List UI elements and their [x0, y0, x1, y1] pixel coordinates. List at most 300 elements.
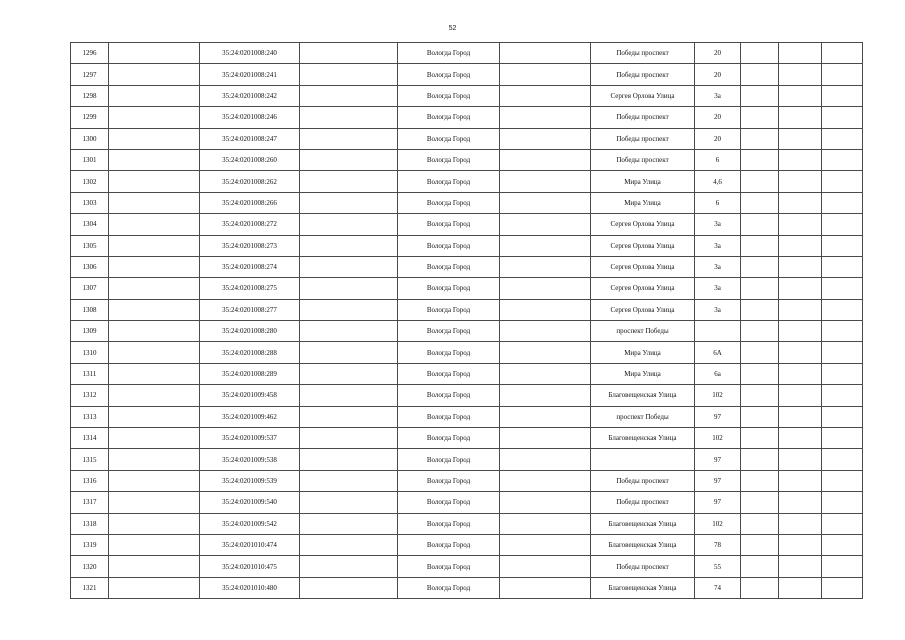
blank-cell [500, 406, 591, 427]
city-cell: Вологда Город [398, 43, 500, 64]
table-row [71, 128, 863, 149]
page-number: 52 [448, 25, 457, 32]
house-number-cell: 97 [695, 449, 741, 470]
blank-cell [741, 85, 779, 106]
street-cell: Сергея Орлова Улица [591, 299, 695, 320]
house-number-cell: 20 [695, 64, 741, 85]
city-cell: Вологда Город [398, 235, 500, 256]
blank-cell [779, 556, 822, 577]
blank-cell [822, 235, 863, 256]
cadastral-number-cell: 35:24:0201010:480 [200, 577, 300, 598]
house-number-cell: 6 [695, 149, 741, 170]
house-number-cell: 20 [695, 107, 741, 128]
street-cell: проспект Победы [591, 321, 695, 342]
blank-cell [300, 363, 398, 384]
blank-cell [779, 235, 822, 256]
street-cell: Сергея Орлова Улица [591, 235, 695, 256]
row-number-cell: 1301 [71, 149, 109, 170]
street-cell: проспект Победы [591, 406, 695, 427]
blank-cell [300, 85, 398, 106]
blank-cell [741, 128, 779, 149]
row-number-cell: 1297 [71, 64, 109, 85]
house-number-cell: 3а [695, 235, 741, 256]
row-number-cell: 1316 [71, 470, 109, 491]
street-cell: Благовещенская Улица [591, 385, 695, 406]
row-number-cell: 1304 [71, 214, 109, 235]
blank-cell [741, 428, 779, 449]
cadastral-number-cell: 35:24:0201008:274 [200, 256, 300, 277]
table-row [71, 85, 863, 106]
table-row [71, 321, 863, 342]
table-row [71, 556, 863, 577]
blank-cell [109, 256, 200, 277]
blank-cell [109, 85, 200, 106]
table-row [71, 406, 863, 427]
blank-cell [822, 214, 863, 235]
row-number-cell: 1303 [71, 192, 109, 213]
table-row [71, 256, 863, 277]
street-cell: Мира Улица [591, 192, 695, 213]
blank-cell [500, 128, 591, 149]
blank-cell [109, 385, 200, 406]
blank-cell [300, 107, 398, 128]
table-row [71, 492, 863, 513]
city-cell: Вологда Город [398, 192, 500, 213]
cadastral-number-cell: 35:24:0201008:262 [200, 171, 300, 192]
blank-cell [300, 556, 398, 577]
blank-cell [109, 321, 200, 342]
blank-cell [500, 107, 591, 128]
house-number-cell: 102 [695, 513, 741, 534]
house-number-cell: 97 [695, 492, 741, 513]
cadastral-number-cell: 35:24:0201008:266 [200, 192, 300, 213]
city-cell: Вологда Город [398, 256, 500, 277]
cadastral-number-cell: 35:24:0201008:242 [200, 85, 300, 106]
blank-cell [822, 342, 863, 363]
row-number-cell: 1296 [71, 43, 109, 64]
table-row [71, 192, 863, 213]
cadastral-number-cell: 35:24:0201009:462 [200, 406, 300, 427]
blank-cell [779, 278, 822, 299]
blank-cell [500, 43, 591, 64]
blank-cell [822, 577, 863, 598]
city-cell: Вологда Город [398, 534, 500, 555]
city-cell: Вологда Город [398, 406, 500, 427]
street-cell: Сергея Орлова Улица [591, 85, 695, 106]
blank-cell [822, 449, 863, 470]
street-cell: Благовещенская Улица [591, 534, 695, 555]
cadastral-number-cell: 35:24:0201008:260 [200, 149, 300, 170]
table-row [71, 107, 863, 128]
blank-cell [500, 342, 591, 363]
blank-cell [779, 342, 822, 363]
table-body [71, 43, 863, 599]
house-number-cell [695, 321, 741, 342]
row-number-cell: 1318 [71, 513, 109, 534]
blank-cell [822, 256, 863, 277]
blank-cell [779, 406, 822, 427]
blank-cell [741, 192, 779, 213]
cadastral-number-cell: 35:24:0201009:537 [200, 428, 300, 449]
street-cell: Благовещенская Улица [591, 513, 695, 534]
blank-cell [300, 64, 398, 85]
blank-cell [779, 64, 822, 85]
street-cell: Мира Улица [591, 171, 695, 192]
blank-cell [779, 363, 822, 384]
cadastral-number-cell: 35:24:0201010:474 [200, 534, 300, 555]
cadastral-number-cell: 35:24:0201008:247 [200, 128, 300, 149]
city-cell: Вологда Город [398, 107, 500, 128]
blank-cell [779, 171, 822, 192]
blank-cell [300, 406, 398, 427]
row-number-cell: 1314 [71, 428, 109, 449]
blank-cell [822, 128, 863, 149]
blank-cell [741, 171, 779, 192]
blank-cell [109, 149, 200, 170]
blank-cell [741, 43, 779, 64]
blank-cell [300, 192, 398, 213]
table-row [71, 513, 863, 534]
city-cell: Вологда Город [398, 214, 500, 235]
row-number-cell: 1302 [71, 171, 109, 192]
city-cell: Вологда Город [398, 513, 500, 534]
house-number-cell: 3а [695, 256, 741, 277]
house-number-cell: 3а [695, 278, 741, 299]
blank-cell [741, 470, 779, 491]
blank-cell [300, 534, 398, 555]
blank-cell [779, 43, 822, 64]
blank-cell [300, 149, 398, 170]
blank-cell [500, 64, 591, 85]
city-cell: Вологда Город [398, 470, 500, 491]
cadastral-number-cell: 35:24:0201008:288 [200, 342, 300, 363]
blank-cell [500, 556, 591, 577]
table-row [71, 534, 863, 555]
city-cell: Вологда Город [398, 385, 500, 406]
table-row [71, 470, 863, 491]
city-cell: Вологда Город [398, 278, 500, 299]
row-number-cell: 1319 [71, 534, 109, 555]
table-row [71, 64, 863, 85]
blank-cell [500, 299, 591, 320]
blank-cell [500, 256, 591, 277]
blank-cell [741, 235, 779, 256]
blank-cell [500, 214, 591, 235]
blank-cell [109, 171, 200, 192]
table-row [71, 214, 863, 235]
table-row [71, 342, 863, 363]
city-cell: Вологда Город [398, 449, 500, 470]
blank-cell [300, 513, 398, 534]
blank-cell [500, 192, 591, 213]
blank-cell [500, 321, 591, 342]
table-row [71, 171, 863, 192]
blank-cell [300, 43, 398, 64]
street-cell: Благовещенская Улица [591, 577, 695, 598]
blank-cell [741, 492, 779, 513]
blank-cell [779, 128, 822, 149]
blank-cell [779, 577, 822, 598]
city-cell: Вологда Город [398, 321, 500, 342]
blank-cell [109, 192, 200, 213]
city-cell: Вологда Город [398, 299, 500, 320]
blank-cell [500, 278, 591, 299]
blank-cell [822, 192, 863, 213]
street-cell: Победы проспект [591, 149, 695, 170]
blank-cell [500, 235, 591, 256]
blank-cell [109, 470, 200, 491]
blank-cell [822, 85, 863, 106]
street-cell: Сергея Орлова Улица [591, 256, 695, 277]
row-number-cell: 1300 [71, 128, 109, 149]
blank-cell [822, 149, 863, 170]
street-cell: Победы проспект [591, 128, 695, 149]
city-cell: Вологда Город [398, 556, 500, 577]
blank-cell [779, 299, 822, 320]
street-cell [591, 449, 695, 470]
row-number-cell: 1310 [71, 342, 109, 363]
cadastral-number-cell: 35:24:0201008:246 [200, 107, 300, 128]
blank-cell [500, 363, 591, 384]
table-row [71, 43, 863, 64]
blank-cell [300, 321, 398, 342]
blank-cell [741, 342, 779, 363]
blank-cell [741, 299, 779, 320]
blank-cell [822, 556, 863, 577]
blank-cell [109, 342, 200, 363]
blank-cell [741, 406, 779, 427]
house-number-cell: 3а [695, 85, 741, 106]
blank-cell [500, 513, 591, 534]
house-number-cell: 97 [695, 406, 741, 427]
blank-cell [109, 64, 200, 85]
blank-cell [741, 577, 779, 598]
table-row [71, 428, 863, 449]
cadastral-number-cell: 35:24:0201008:275 [200, 278, 300, 299]
house-number-cell: 55 [695, 556, 741, 577]
blank-cell [779, 513, 822, 534]
blank-cell [300, 492, 398, 513]
street-cell: Мира Улица [591, 342, 695, 363]
blank-cell [822, 513, 863, 534]
blank-cell [500, 85, 591, 106]
table-row [71, 577, 863, 598]
blank-cell [109, 363, 200, 384]
blank-cell [779, 470, 822, 491]
blank-cell [500, 171, 591, 192]
city-cell: Вологда Город [398, 128, 500, 149]
house-number-cell: 3а [695, 299, 741, 320]
blank-cell [109, 107, 200, 128]
row-number-cell: 1309 [71, 321, 109, 342]
blank-cell [300, 449, 398, 470]
blank-cell [822, 64, 863, 85]
cadastral-number-cell: 35:24:0201008:273 [200, 235, 300, 256]
blank-cell [300, 385, 398, 406]
street-cell: Победы проспект [591, 64, 695, 85]
blank-cell [822, 299, 863, 320]
blank-cell [500, 428, 591, 449]
property-registry-table [70, 42, 863, 599]
house-number-cell: 102 [695, 385, 741, 406]
blank-cell [779, 428, 822, 449]
blank-cell [109, 449, 200, 470]
blank-cell [500, 470, 591, 491]
blank-cell [109, 534, 200, 555]
blank-cell [741, 278, 779, 299]
street-cell: Мира Улица [591, 363, 695, 384]
blank-cell [109, 235, 200, 256]
blank-cell [741, 107, 779, 128]
blank-cell [109, 428, 200, 449]
city-cell: Вологда Город [398, 64, 500, 85]
house-number-cell: 97 [695, 470, 741, 491]
row-number-cell: 1299 [71, 107, 109, 128]
blank-cell [741, 214, 779, 235]
blank-cell [500, 534, 591, 555]
blank-cell [300, 171, 398, 192]
blank-cell [822, 406, 863, 427]
city-cell: Вологда Город [398, 171, 500, 192]
city-cell: Вологда Город [398, 149, 500, 170]
blank-cell [779, 256, 822, 277]
table-row [71, 149, 863, 170]
blank-cell [300, 214, 398, 235]
blank-cell [500, 385, 591, 406]
city-cell: Вологда Город [398, 492, 500, 513]
row-number-cell: 1305 [71, 235, 109, 256]
house-number-cell: 4,6 [695, 171, 741, 192]
blank-cell [822, 385, 863, 406]
blank-cell [300, 235, 398, 256]
city-cell: Вологда Город [398, 428, 500, 449]
city-cell: Вологда Город [398, 342, 500, 363]
house-number-cell: 6а [695, 363, 741, 384]
cadastral-number-cell: 35:24:0201008:277 [200, 299, 300, 320]
blank-cell [741, 534, 779, 555]
blank-cell [300, 428, 398, 449]
city-cell: Вологда Город [398, 85, 500, 106]
street-cell: Победы проспект [591, 470, 695, 491]
blank-cell [779, 192, 822, 213]
cadastral-number-cell: 35:24:0201009:540 [200, 492, 300, 513]
row-number-cell: 1312 [71, 385, 109, 406]
blank-cell [741, 64, 779, 85]
blank-cell [779, 321, 822, 342]
blank-cell [822, 428, 863, 449]
blank-cell [109, 492, 200, 513]
blank-cell [822, 278, 863, 299]
table-row [71, 385, 863, 406]
blank-cell [109, 278, 200, 299]
blank-cell [779, 85, 822, 106]
blank-cell [779, 107, 822, 128]
street-cell: Сергея Орлова Улица [591, 278, 695, 299]
cadastral-number-cell: 35:24:0201008:272 [200, 214, 300, 235]
blank-cell [779, 449, 822, 470]
blank-cell [741, 513, 779, 534]
cadastral-number-cell: 35:24:0201008:289 [200, 363, 300, 384]
blank-cell [822, 321, 863, 342]
city-cell: Вологда Город [398, 363, 500, 384]
house-number-cell: 6А [695, 342, 741, 363]
row-number-cell: 1321 [71, 577, 109, 598]
street-cell: Благовещенская Улица [591, 428, 695, 449]
blank-cell [822, 107, 863, 128]
blank-cell [822, 534, 863, 555]
blank-cell [109, 513, 200, 534]
cadastral-number-cell: 35:24:0201010:475 [200, 556, 300, 577]
cadastral-number-cell: 35:24:0201009:539 [200, 470, 300, 491]
row-number-cell: 1307 [71, 278, 109, 299]
row-number-cell: 1313 [71, 406, 109, 427]
cadastral-number-cell: 35:24:0201008:280 [200, 321, 300, 342]
blank-cell [822, 43, 863, 64]
row-number-cell: 1306 [71, 256, 109, 277]
blank-cell [741, 556, 779, 577]
house-number-cell: 3а [695, 214, 741, 235]
table-row [71, 363, 863, 384]
blank-cell [500, 149, 591, 170]
house-number-cell: 102 [695, 428, 741, 449]
house-number-cell: 78 [695, 534, 741, 555]
cadastral-number-cell: 35:24:0201008:241 [200, 64, 300, 85]
blank-cell [741, 363, 779, 384]
blank-cell [822, 171, 863, 192]
row-number-cell: 1315 [71, 449, 109, 470]
blank-cell [822, 492, 863, 513]
row-number-cell: 1298 [71, 85, 109, 106]
row-number-cell: 1320 [71, 556, 109, 577]
table-row [71, 235, 863, 256]
house-number-cell: 74 [695, 577, 741, 598]
street-cell: Победы проспект [591, 492, 695, 513]
house-number-cell: 20 [695, 43, 741, 64]
blank-cell [822, 470, 863, 491]
row-number-cell: 1308 [71, 299, 109, 320]
blank-cell [779, 492, 822, 513]
table-row [71, 449, 863, 470]
blank-cell [300, 128, 398, 149]
row-number-cell: 1311 [71, 363, 109, 384]
blank-cell [741, 256, 779, 277]
cadastral-number-cell: 35:24:0201008:240 [200, 43, 300, 64]
table-row [71, 299, 863, 320]
blank-cell [109, 556, 200, 577]
cadastral-number-cell: 35:24:0201009:538 [200, 449, 300, 470]
house-number-cell: 20 [695, 128, 741, 149]
blank-cell [741, 449, 779, 470]
blank-cell [300, 577, 398, 598]
city-cell: Вологда Город [398, 577, 500, 598]
street-cell: Победы проспект [591, 107, 695, 128]
blank-cell [741, 385, 779, 406]
blank-cell [300, 256, 398, 277]
table-row [71, 278, 863, 299]
blank-cell [300, 342, 398, 363]
blank-cell [779, 534, 822, 555]
blank-cell [109, 43, 200, 64]
blank-cell [300, 299, 398, 320]
blank-cell [500, 449, 591, 470]
blank-cell [109, 214, 200, 235]
street-cell: Сергея Орлова Улица [591, 214, 695, 235]
blank-cell [300, 278, 398, 299]
street-cell: Победы проспект [591, 556, 695, 577]
blank-cell [500, 577, 591, 598]
blank-cell [779, 149, 822, 170]
blank-cell [500, 492, 591, 513]
